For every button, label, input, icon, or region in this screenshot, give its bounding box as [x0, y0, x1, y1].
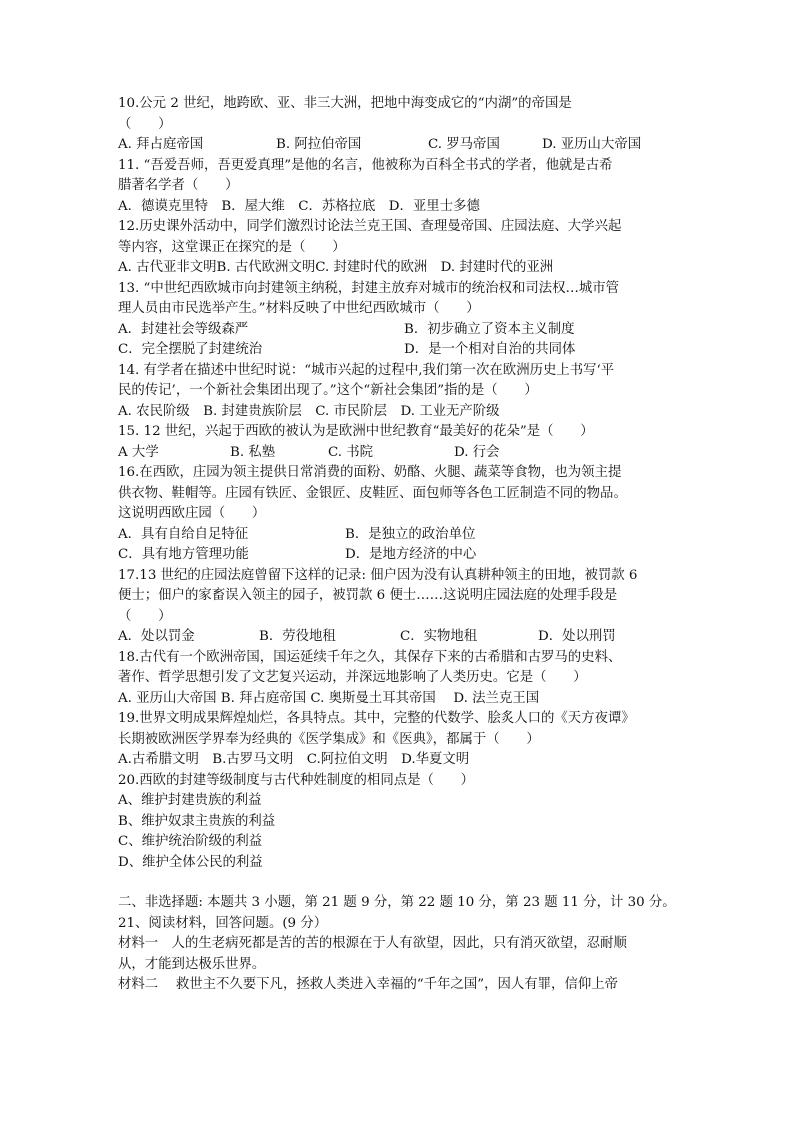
option-a: A．处以罚金: [118, 629, 195, 644]
question-16-options-row-1: [118, 525, 684, 546]
section-gap: [118, 873, 684, 893]
question-17-options: [118, 627, 684, 648]
question-16: [118, 463, 684, 566]
question-list: [118, 94, 684, 996]
question-11-options: A．德谟克里特 B．屋大维 C．苏格拉底 D．亚里士多德: [118, 198, 480, 214]
section-2-heading: 二、非选择题: 本题共 3 小题，第 21 题 9 分，第 22 题 10 分，第 23 题 11 分，计 30 分。: [118, 895, 676, 910]
option-a: A．封建社会等级森严: [118, 321, 249, 337]
question-17-paren: （ ）: [118, 608, 172, 624]
question-11: [118, 156, 684, 218]
question-15: [118, 422, 684, 463]
question-12-line-1: 12.历史课外活动中，同学们激烈讨论法兰克王国、查理曼帝国、庄园法庭、大学兴起: [118, 219, 622, 234]
option-c: C. 书院: [328, 444, 374, 460]
question-21-title: 21、阅读材料，回答问题。(9 分）: [118, 915, 328, 931]
option-d: D．处以刑罚: [538, 629, 616, 644]
material-1-line-2: 从，才能到达极乐世界。: [118, 956, 266, 972]
option-c: C．具有地方管理功能: [118, 547, 249, 562]
question-18-line-1: 18.古代有一个欧洲帝国，国运延续千年之久，其保存下来的古希腊和古罗马的史料、: [118, 649, 622, 665]
option-d: D. 行会: [454, 444, 500, 460]
question-19-line-1: 19.世界文明成果辉煌灿烂，各具特点。其中，完整的代数学、脍炙人口的《天方夜谭》: [118, 711, 635, 726]
option-b: B、维护奴隶主贵族的利益: [118, 813, 276, 829]
question-17: [118, 566, 684, 648]
option-b: B．初步确立了资本主义制度: [404, 321, 575, 337]
question-20-stem: 20.西欧的封建等级制度与古代种姓制度的相同点是（ ）: [118, 772, 475, 788]
question-19-line-2: 长期被欧洲医学界奉为经典的《医学集成》和《医典》，都属于（ ）: [118, 731, 540, 747]
question-12: [118, 217, 684, 279]
option-b: B．劳役地租: [259, 629, 336, 644]
question-10: [118, 94, 684, 156]
question-19: [118, 709, 684, 771]
question-14-line-2: 民的传记’，一个新社会集团出现了。”这个“新社会集团”指的是（ ）: [118, 383, 538, 398]
question-13-line-1: 13. “中世纪西欧城市向封建领主纳税，封建主放弃对城市的统治权和司法权…城市管: [118, 280, 620, 296]
question-13-options-row-1: [118, 320, 684, 341]
option-d: D．是地方经济的中心: [345, 547, 477, 562]
material-2-line-1: 材料二 救世主不久要下凡，拯救人类进入幸福的“千年之国”，因人有罪，信仰上帝: [118, 977, 619, 992]
question-16-line-1: 16.在西欧，庄园为领主提供日常消费的面粉、奶酪、火腿、蔬菜等食物，也为领主提: [118, 465, 622, 480]
option-c: C、维护统治阶级的利益: [118, 834, 263, 849]
option-a: A、维护封建贵族的利益: [118, 793, 262, 808]
question-12-options: A. 古代亚非文明B. 古代欧洲文明C. 封建时代的欧洲 D. 封建时代的亚洲: [118, 260, 554, 275]
question-15-stem: 15. 12 世纪，兴起于西欧的被认为是欧洲中世纪教育“最美好的花朵”是（ ）: [118, 424, 594, 439]
question-17-line-1: 17.13 世纪的庄园法庭曾留下这样的记录: 佃户因为没有认真耕种领主的田地，被罚款 6: [118, 567, 638, 583]
question-15-options: [118, 443, 684, 464]
question-16-line-3: 这说明西欧庄园（ ）: [118, 506, 266, 521]
question-14-line-1: 14. 有学者在描述中世纪时说：“城市兴起的过程中,我们第一次在欧洲历史上书写‘平: [118, 362, 615, 378]
question-16-line-2: 供衣物、鞋帽等。庄园有铁匠、金银匠、皮鞋匠、面包师等各色工匠制造不同的物品。: [118, 485, 627, 501]
question-12-line-2: 等内容，这堂课正在探究的是（ ）: [118, 239, 346, 255]
option-b: B．是独立的政治单位: [345, 526, 476, 542]
question-16-options-row-2: [118, 545, 684, 566]
option-b: B. 私塾: [230, 444, 276, 460]
option-c: C．完全摆脱了封建统治: [118, 342, 263, 357]
question-14-options: A. 农民阶级 B. 封建贵族阶层 C. 市民阶层 D. 工业无产阶级: [118, 403, 500, 419]
question-13-options-row-2: [118, 340, 684, 361]
question-10-options: [118, 135, 684, 156]
question-17-line-2: 便士；佃户的家畜误入领主的园子，被罚款 6 便士……这说明庄园法庭的处理手段是: [118, 588, 618, 603]
option-c: C. 罗马帝国: [428, 137, 500, 152]
question-13: [118, 279, 684, 361]
question-11-line-2: 腊著名学者（ ）: [118, 178, 239, 193]
question-20: [118, 771, 684, 874]
option-b: B. 阿拉伯帝国: [276, 137, 362, 152]
option-a: A 大学: [118, 444, 159, 460]
question-14: [118, 361, 684, 423]
question-10-stem: 10.公元 2 世纪，地跨欧、亚、非三大洲，把地中海变成它的“内湖”的帝国是: [118, 96, 572, 111]
option-a: A．具有自给自足特征: [118, 526, 249, 542]
question-19-options: A.古希腊文明 B.古罗马文明 C.阿拉伯文明 D.华夏文明: [118, 752, 470, 767]
option-d: D．是一个相对自治的共同体: [404, 342, 576, 357]
question-11-line-1: 11. “吾爱吾师，吾更爱真理”是他的名言，他被称为百科全书式的学者，他就是古希: [118, 157, 613, 173]
question-18: [118, 648, 684, 710]
question-13-line-2: 理人员由市民选举产生。”材料反映了中世纪西欧城市（ ）: [118, 301, 480, 316]
option-d: D、维护全体公民的利益: [118, 854, 263, 870]
option-d: D. 亚历山大帝国: [542, 137, 642, 152]
question-18-line-2: 著作、哲学思想引发了文艺复兴运动，并深远地影响了人类历史。它是（ ）: [118, 670, 587, 685]
material-1-line-1: 材料一 人的生老病死都是苦的苦的根源在于人有欲望，因此，只有消灭欲望，忍耐顺: [118, 936, 627, 951]
question-10-paren: （ ）: [118, 116, 172, 132]
section-2: [118, 893, 684, 996]
option-a: A. 拜占庭帝国: [118, 137, 204, 152]
option-c: C．实物地租: [400, 629, 478, 644]
question-18-options: A. 亚历山大帝国 B. 拜占庭帝国 C. 奥斯曼土耳其帝国 D. 法兰克王国: [118, 690, 540, 706]
